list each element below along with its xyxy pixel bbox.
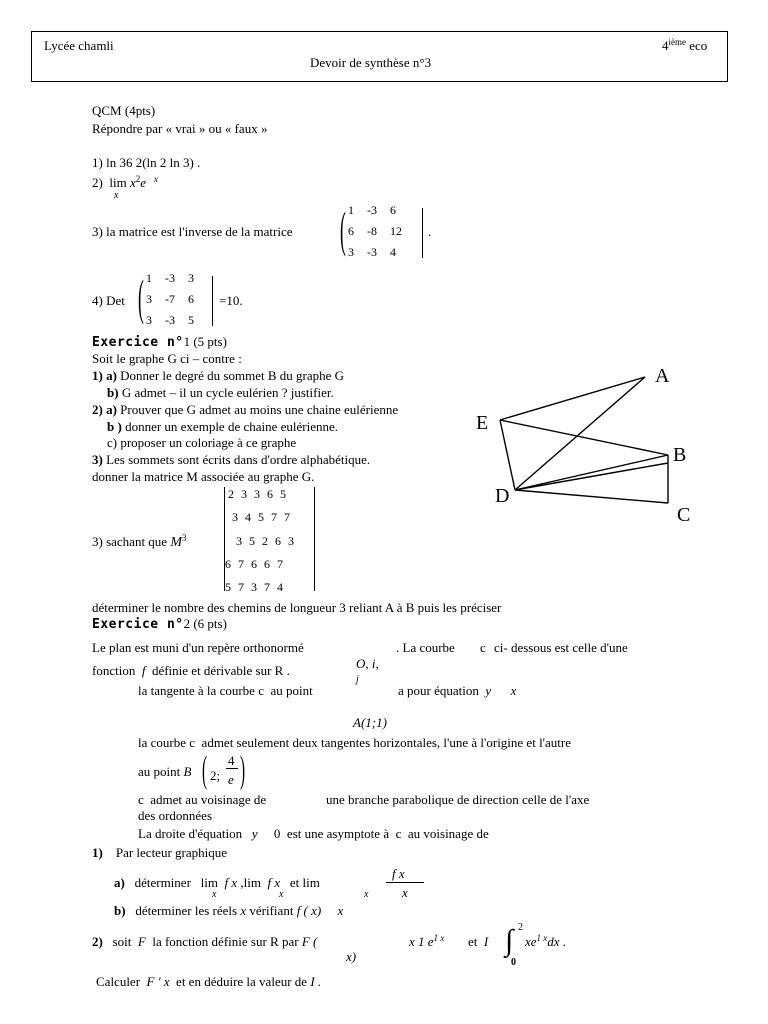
point-B-num: 4 (228, 753, 235, 768)
qcm-instruction: Répondre par « vrai » ou « faux » (92, 121, 268, 136)
ex1-final: déterminer le nombre des chemins de longueur 3 reliant A à B puis les préciser (92, 600, 502, 615)
edge-D-B2 (515, 463, 668, 490)
vertex-C-label: C (677, 504, 691, 526)
qcm-q3-end: . (428, 224, 432, 239)
qcm-q4: 4) Det (92, 293, 125, 308)
frac-bar (386, 882, 424, 883)
ex1-q2b: b ) donner un exemple de chaine eulérienne. (107, 419, 339, 434)
curve-c-symbol: c (480, 640, 486, 655)
ex2-q2-x: x) (346, 949, 357, 964)
ex1-q2a: 2) a) Prouver que G admet au moins une chaine eulérienne (92, 402, 399, 417)
point-B-coord: 2; (210, 768, 221, 783)
vertex-B-label: B (673, 444, 687, 466)
ex2-title: Exercice n°2 (6 pts) (92, 616, 227, 632)
matrix-row: 3 -3 5 (146, 313, 194, 327)
ex1-q1b: b) G admet – il un cycle eulérien ? justifier. (107, 385, 334, 400)
matrix-row: 2 3 3 6 5 (228, 487, 286, 501)
ex2-q2-expr: x 1 $e^{1 x}$ (409, 933, 445, 949)
ex1-q3b: donner la matrice M associée au graphe G. (92, 469, 315, 484)
school-name: Lycée chamli (44, 38, 114, 53)
vertex-A-label: A (655, 365, 670, 387)
ex2-q2-integrand: $xe^{1 x}dx$ . (525, 933, 567, 949)
matrix-row: 3 -3 4 (348, 245, 396, 259)
qcm-q3-matrix (340, 200, 430, 262)
ex1-q3: 3) Les sommets sont écrits dans d'ordre alphabétique. (92, 452, 371, 467)
ex1-q2c: c) proposer un coloriage à ce graphe (107, 435, 297, 450)
matrix-row: 3 -7 6 (146, 292, 194, 306)
ex2-l5: au point B (138, 764, 192, 779)
matrix-row: 1 -3 3 (146, 271, 194, 285)
ex2-calc: Calculer F ' x et en déduire la valeur de I . (96, 974, 322, 989)
ex1-m3-matrix (222, 485, 322, 597)
edge-E-D (500, 420, 515, 490)
qcm-q1: 1) ln 36 2(ln 2 ln 3) . (92, 155, 201, 170)
ex2-q2-et: et I (468, 934, 489, 949)
vertex-E-label: E (476, 412, 489, 434)
left-bar (224, 487, 226, 591)
ex2-l1b: . La courbe (396, 640, 455, 655)
point-B-den: e (228, 772, 234, 787)
integral-upper: 2 (518, 922, 523, 933)
ex2-l6c: une branche parabolique de direction celle de l'axe (326, 792, 590, 807)
ex2-qa-sub1: x (212, 889, 217, 900)
qcm-q3: 3) la matrice est l'inverse de la matrice (92, 224, 293, 239)
ex1-intro: Soit le graphe G ci – contre : (92, 351, 242, 366)
ex1-title: Exercice n°1 (5 pts) (92, 334, 227, 350)
right-bar (422, 208, 424, 258)
ex2-qa: a) déterminer lim f x ,lim f x et lim (114, 875, 320, 890)
qcm-q4-matrix (138, 268, 218, 330)
ex2-l6d: des ordonnées (138, 808, 213, 823)
vertex-D-label: D (495, 485, 510, 507)
ex2-l1c: ci- dessous est celle d'une (494, 640, 628, 655)
ex2-l4: la courbe c admet seulement deux tangentes horizontales, l'une à l'origine et l'autre (138, 735, 571, 750)
qcm-q2: 2) $\lim x^2e$ $^x$ (92, 174, 158, 190)
ex2-q2: 2) soit F la fonction définie sur R par F ( (92, 934, 318, 949)
ex2-qa-sub2: x (279, 889, 284, 900)
page-title: Devoir de synthèse n°3 (310, 55, 432, 70)
edge-D-B1 (515, 455, 668, 490)
class-level: 4ième eco (662, 37, 708, 53)
edge-E-A (500, 377, 645, 420)
qcm-q2-sub: x (114, 190, 119, 201)
ex2-qb: b) déterminer les réels x vérifiant f ( x) x (114, 903, 344, 918)
integral-lower: 0 (511, 957, 516, 968)
right-bar (212, 276, 214, 326)
ex2-q1: 1) Par lecteur graphique (92, 845, 228, 860)
ex2-l3: la tangente à la courbe c au point (138, 683, 313, 698)
ex2-repere: O, i, (356, 656, 379, 671)
ex2-qa-sub3: x (364, 889, 369, 900)
ex1-q1a: 1) a) Donner le degré du sommet B du graphe G (92, 368, 345, 383)
integral-sign: ∫ (505, 924, 514, 957)
right-bar (314, 487, 316, 591)
matrix-row: 6 7 6 6 7 (225, 557, 283, 571)
point-A: A(1;1) (353, 715, 387, 730)
matrix-row: 1 -3 6 (348, 203, 396, 217)
edge-E-B (500, 420, 668, 455)
ex2-l3c: a pour équation y x (398, 683, 517, 698)
ex2-repere-j: j (356, 674, 359, 685)
ex2-l6: c admet au voisinage de (138, 792, 267, 807)
matrix-row: 5 7 3 7 4 (225, 580, 283, 594)
qcm-title: QCM (4pts) (92, 103, 156, 118)
qcm-q4-end: =10. (219, 293, 243, 308)
ex2-l2: fonction f définie et dérivable sur R . (92, 663, 290, 678)
point-B-lparen: ( (202, 749, 208, 791)
point-B-rparen: ) (240, 749, 246, 791)
ex2-l1: Le plan est muni d'un repère orthonormé (92, 640, 304, 655)
frac-bar (226, 768, 238, 769)
ex1-m3-text: 3) sachant que $M^3$ (92, 533, 187, 550)
edge-D-C (515, 490, 668, 503)
ex2-qa-frac-den: x (402, 885, 408, 900)
ex2-l7: La droite d'équation y 0 est une asymptote à c au voisinage de (138, 826, 489, 841)
matrix-row: 3 4 5 7 7 (232, 510, 290, 524)
edge-D-A (515, 377, 645, 490)
matrix-row: 3 5 2 6 3 (236, 534, 294, 548)
matrix-row: 6 -8 12 (348, 224, 402, 238)
graph-figure (470, 355, 710, 535)
ex2-qa-frac-num: f x (392, 866, 405, 881)
left-paren: ( (138, 269, 144, 325)
left-paren: ( (340, 201, 346, 257)
